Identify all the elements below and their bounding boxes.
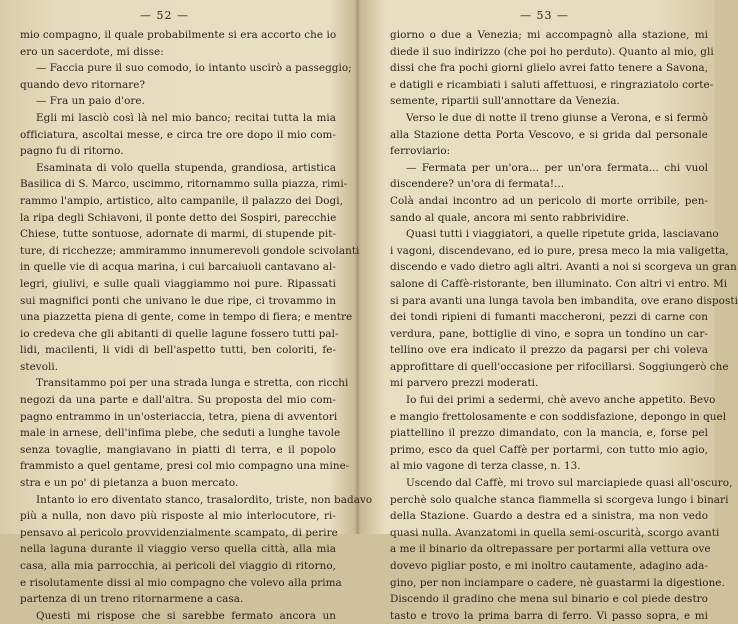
text-line: discendo e vado dietro agli altri. Avanti a noi si scorgeva un gran bbox=[390, 261, 737, 274]
text-line: male in arnese, dell'infima plebe, che seduti a lunghe tavole bbox=[20, 427, 341, 440]
text-line: a me il binario da oltrepassare per portarmi alla vettura ove bbox=[390, 543, 711, 556]
text-line: partenza di un treno ritornarmene a casa. bbox=[20, 593, 244, 606]
text-line: pagno fu di ritorno. bbox=[20, 145, 124, 158]
text-line: Uscendo dal Caffè, mi trovo sul marciapiede quasi all'oscuro, bbox=[406, 477, 733, 490]
text-line: una piazzetta piena di gente, come in tempo di fiera; e mentre bbox=[20, 311, 353, 324]
text-line: — Faccia pure il suo comodo, io intanto uscirò a passeggio; bbox=[36, 62, 352, 75]
text-line: nella laguna durante il viaggio verso quella città, alla mia bbox=[20, 543, 336, 556]
text-line: approfittare di quell'occasione per rifocillarsi. Soggiungerò che bbox=[390, 360, 729, 373]
text-line: diede il suo indirizzo (che poi ho perduto). Quanto al mio, gli bbox=[390, 45, 714, 58]
text-line: gino, per non inciampare o cadere, nè guastarmi la digestione. bbox=[390, 576, 725, 589]
text-line: primo, esco da quel Caffè per portarmi, con tutto mio agio, bbox=[390, 443, 708, 456]
text-line: e risolutamente dissi al mio compagno che volevo alla prima bbox=[20, 576, 342, 589]
text-line: e datigli e ricambiati i saluti affettuosi, e ringraziatolo corte- bbox=[390, 78, 714, 91]
text-line: salone di Caffè-ristorante, ben illuminato. Con altri vi entro. Mi bbox=[390, 277, 728, 290]
text-line: verdura, pane, bottiglie di vino, e sopra un tondino un car- bbox=[390, 327, 708, 340]
text-line: al mio vagone di terza classe, n. 13. bbox=[390, 460, 581, 473]
text-line: dei tondi ripieni di fumanti maccheroni, pezzi di carne con bbox=[390, 311, 708, 324]
text-line: negozi da una parte e dall'altra. Su proposta del mio com- bbox=[20, 394, 336, 407]
text-line: ero un sacerdote, mi disse: bbox=[20, 45, 164, 58]
text-line: quando devo ritornare? bbox=[20, 78, 146, 91]
text-line: la ripa degli Schiavoni, il ponte detto dei Sospiri, parecchie bbox=[20, 211, 337, 224]
text-line: legri, giulivi, e sulle quali viaggiammo noi pure. Ripassati bbox=[20, 277, 336, 290]
text-line: sui magnifici ponti che univano le due ripe, ci trovammo in bbox=[20, 294, 336, 307]
text-line: io credeva che gli abitanti di quelle lagune fossero tutti pal- bbox=[20, 327, 339, 340]
text-line: Egli mi lasciò così là nel mio banco; recitai tutta la mia bbox=[36, 111, 336, 124]
text-line: Quasi tutti i viaggiatori, a quelle ripetute grida, lasciavano bbox=[406, 228, 719, 241]
text-line: mio compagno, il quale probabilmente si era accorto che io bbox=[20, 29, 337, 41]
text-line: dovevo pigliar posto, e mi inoltro cautamente, adagino ada- bbox=[390, 560, 708, 572]
text-line: alla Stazione detta Porta Vescovo, e si grida dal personale bbox=[390, 128, 708, 141]
text-line: Basilica di S. Marco, uscimmo, ritornammo sulla piazza, rimi- bbox=[20, 178, 348, 191]
page-number: — 52 — bbox=[140, 9, 189, 22]
text-line: — Fra un paio d'ore. bbox=[36, 95, 145, 108]
text-line: e mangio frettolosamente e con soddisfazione, depongo in quel bbox=[390, 410, 727, 423]
text-line: si para avanti una lunga tavola ben imbandita, ove erano disposti bbox=[390, 294, 738, 307]
text-line: perchè solo qualche stanca fiammella si scorgeva lungo i binari bbox=[390, 493, 729, 506]
text-line: dissi che fra pochi giorni glielo avrei fatto tenere a Savona, bbox=[390, 62, 708, 75]
text-line: pagno entrammo in un'osteriaccia, tetra, piena di avventori bbox=[20, 410, 338, 423]
text-line: ferroviario: bbox=[390, 145, 451, 158]
text-line: stevoli. bbox=[20, 360, 59, 373]
text-line: semente, ripartii sull'annottare da Venezia. bbox=[390, 95, 620, 108]
text-line: della Stazione. Guardo a destra ed a sinistra, ma non vedo bbox=[390, 510, 708, 523]
text-line: giorno o due a Venezia; mi accompagnò alla stazione, mi bbox=[390, 29, 708, 41]
text-line: più a nulla, non davo più risposte al mio interlocutore, ri- bbox=[20, 510, 336, 523]
text-line: stra e un po' di pietanza a buon mercato. bbox=[20, 477, 239, 490]
text-line: quasi nulla. Avanzatomi in quella semi-oscurità, scorgo avanti bbox=[390, 526, 720, 539]
text-line: Transitammo poi per una strada lunga e stretta, con ricchi bbox=[36, 377, 349, 390]
text-line: tellino ove era indicato il prezzo da pagarsi per chi voleva bbox=[390, 344, 708, 357]
text-line: Discendo il gradino che mena sul binario e col piede destro bbox=[390, 593, 708, 606]
text-line: tasto e trovo la prima barra di ferro. Vi passo sopra, e mi bbox=[390, 609, 708, 622]
page-text bbox=[20, 27, 373, 624]
text-line: casa, alla mia parrocchia, ai pericoli del viaggio di ritorno, bbox=[20, 560, 336, 572]
text-line: officiatura, ascoltai messe, e circa tre ore dopo il mio com- bbox=[20, 128, 336, 141]
text-line: pensavo al pericolo provvidenzialmente scampato, di perire bbox=[20, 526, 338, 539]
text-line: lidi, macilenti, li vidi di bell'aspetto tutti, ben coloriti, fe- bbox=[20, 344, 336, 357]
text-line: Io fui dei primi a sedermi, chè avevo anche appetito. Bevo bbox=[406, 394, 716, 407]
text-line: sando al quale, ancora mi sento rabbrividire. bbox=[390, 211, 630, 224]
text-line: in quelle vie di acqua marina, i cui barcaiuoli cantavano al- bbox=[20, 261, 336, 274]
text-line: Verso le due di notte il treno giunse a Verona, e si fermò bbox=[406, 111, 708, 124]
text-line: i vagoni, discendevano, ed io pure, presa meco la mia valigetta, bbox=[390, 244, 729, 257]
text-line: mi parvero prezzi moderati. bbox=[390, 377, 539, 390]
text-line: Chiese, tutte sontuose, adornate di marmi, di stupende pit- bbox=[20, 228, 336, 241]
text-line: — Fermata per un'ora... per un'ora fermata... chi vuol bbox=[406, 161, 708, 174]
text-line: Esaminata di volo quella stupenda, grandiosa, artistica bbox=[36, 161, 336, 174]
page-text bbox=[390, 27, 738, 624]
text-line: Questi mi rispose che si sarebbe fermato ancora un bbox=[36, 609, 336, 622]
text-line: Colà andai incontro ad un pericolo di morte orribile, pen- bbox=[390, 194, 708, 207]
page-number: — 53 — bbox=[520, 9, 569, 22]
right-page bbox=[358, 0, 738, 622]
text-line: senza tovaglie, mangiavano in piatti di terra, e il popolo bbox=[20, 443, 336, 456]
text-line: rammo l'ampio, artistico, alto campanile, il palazzo dei Dogi, bbox=[20, 194, 343, 207]
text-line: ture, di ricchezze; ammirammo innumerevoli gondole scivolanti bbox=[20, 244, 360, 257]
text-line: piattellino il prezzo dimandato, con la mancia, e, forse pel bbox=[390, 427, 708, 440]
text-line: frammisto a quel gentame, presi col mio compagno una mine- bbox=[20, 460, 350, 473]
text-line: discendere? un'ora di fermata!... bbox=[390, 178, 565, 191]
text-line: Intanto io ero diventato stanco, trasalordito, triste, non badavo bbox=[36, 493, 373, 506]
